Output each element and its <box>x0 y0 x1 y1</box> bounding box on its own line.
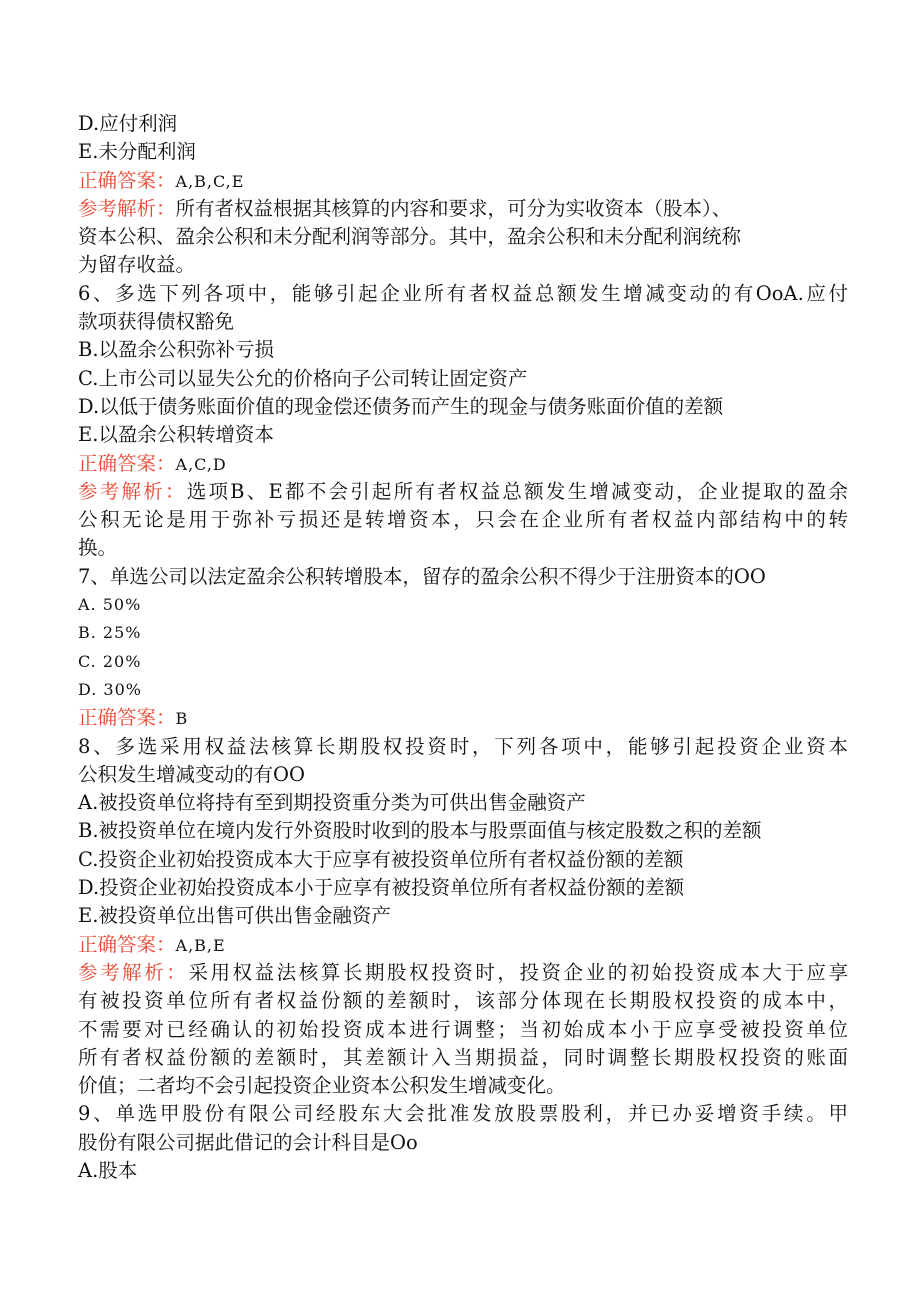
text-line: B.被投资单位在境内发行外资股时收到的股本与股票面值与核定股数之积的差额 <box>78 819 762 843</box>
reference-analysis-line <box>78 478 848 506</box>
correct-answer-value: A,C,D <box>175 454 227 474</box>
text-line: 9、单选甲股份有限公司经股东大会批准发放股票股利，并已办妥增资手续。甲 <box>78 1102 848 1126</box>
option-line: D. 30% <box>78 679 142 699</box>
reference-analysis-line <box>78 195 848 223</box>
reference-analysis-label: 参考解析： <box>78 196 176 220</box>
correct-answer-line <box>78 450 848 478</box>
text-line: 6、多选下列各项中，能够引起企业所有者权益总额发生增减变动的有OoA.应付 <box>78 281 848 305</box>
text-line: 所有者权益份额的差额时，其差额计入当期损益，同时调整长期股权投资的账面 <box>78 1045 848 1069</box>
text-line: 公积发生增减变动的有OO <box>78 762 305 786</box>
text-line: E.未分配利润 <box>78 140 196 164</box>
correct-answer-line <box>78 931 848 959</box>
correct-answer-value: A,B,E <box>175 935 226 955</box>
text-line: D.应付利润 <box>78 112 178 135</box>
reference-analysis-label: 参考解析： <box>78 479 187 503</box>
text-line: 有被投资单位所有者权益份额的差额时，该部分体现在长期股权投资的成本中， <box>78 989 848 1013</box>
text-line: 为留存收益。 <box>78 253 196 277</box>
text-line: E.被投资单位出售可供出售金融资产 <box>78 904 391 928</box>
text-line: 公积无论是用于弥补亏损还是转增资本，只会在企业所有者权益内部结构中的转 <box>78 508 848 532</box>
text-line: C.投资企业初始投资成本大于应享有被投资单位所有者权益份额的差额 <box>78 847 684 871</box>
text-line: 换。 <box>78 536 118 560</box>
reference-analysis-label: 参考解析： <box>78 960 189 984</box>
text-line: C.上市公司以显失公允的价格向子公司转让固定资产 <box>78 366 528 390</box>
text-line: B.以盈余公积弥补亏损 <box>78 338 275 362</box>
text-line: 价值；二者均不会引起投资企业资本公积发生增减变化。 <box>78 1074 566 1098</box>
correct-answer-label: 正确答案： <box>78 168 176 192</box>
option-line: B. 25% <box>78 623 142 643</box>
correct-answer-label: 正确答案： <box>78 706 176 730</box>
correct-answer-label: 正确答案： <box>78 451 176 475</box>
correct-answer-line <box>78 167 848 195</box>
text-line: E.以盈余公积转增资本 <box>78 423 274 447</box>
option-line: A. 50% <box>78 595 142 615</box>
option-line: C. 20% <box>78 651 142 671</box>
text-line: 8、多选采用权益法核算长期股权投资时，下列各项中，能够引起投资企业资本 <box>78 734 848 758</box>
text-line: 股份有限公司据此借记的会计科目是Oo <box>78 1130 418 1154</box>
reference-analysis-text: 采用权益法核算长期股权投资时，投资企业的初始投资成本大于应享 <box>188 960 848 984</box>
reference-analysis-text: 选项B、E都不会引起所有者权益总额发生增减变动，企业提取的盈余 <box>186 479 848 503</box>
text-line: D.以低于债务账面价值的现金偿还债务而产生的现金与债务账面价值的差额 <box>78 394 724 418</box>
correct-answer-value: A,B,C,E <box>175 171 245 191</box>
reference-analysis-text: 所有者权益根据其核算的内容和要求，可分为实收资本（股本）、 <box>175 196 732 220</box>
text-line: 不需要对已经确认的初始投资成本进行调整；当初始成本小于应享受被投资单位 <box>78 1017 848 1041</box>
text-line: 款项获得债权豁免 <box>78 310 235 334</box>
text-line: 7、单选公司以法定盈余公积转增股本，留存的盈余公积不得少于注册资本的OO <box>78 564 766 588</box>
text-line: A.被投资单位将持有至到期投资重分类为可供出售金融资产 <box>78 791 586 815</box>
correct-answer-value: B <box>175 709 189 729</box>
correct-answer-label: 正确答案： <box>78 932 176 956</box>
document-page <box>78 110 848 1185</box>
correct-answer-line <box>78 704 848 732</box>
text-line: D.投资企业初始投资成本小于应享有被投资单位所有者权益份额的差额 <box>78 876 685 900</box>
text-line: 资本公积、盈余公积和未分配利润等部分。其中，盈余公积和未分配利润统称 <box>78 225 742 249</box>
reference-analysis-line <box>78 959 848 987</box>
text-line: A.股本 <box>78 1158 138 1182</box>
